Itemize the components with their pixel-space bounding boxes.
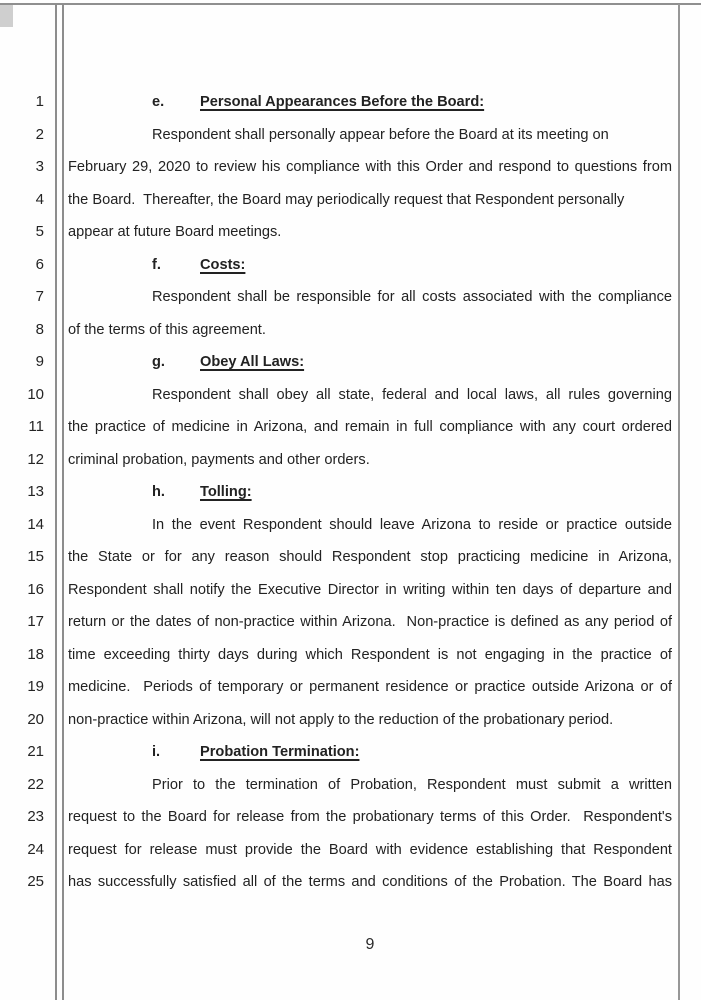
line-text: request to the Board for release from the probationary terms of this Order. Respondent's [68, 809, 672, 825]
document-line [0, 866, 701, 899]
document-line [0, 769, 701, 802]
section-heading: Costs: [200, 256, 246, 273]
line-number: 22 [27, 775, 44, 793]
section-label: e. [152, 94, 165, 110]
line-text-cell [68, 184, 672, 217]
line-number: 25 [27, 873, 44, 890]
line-text-cell [68, 444, 672, 477]
line-text-cell [68, 281, 672, 314]
line-text-cell [68, 411, 672, 444]
line-text: medicine. Periods of temporary or permanent residence or practice outside Arizona or of [68, 679, 672, 695]
line-number: 1 [35, 93, 44, 110]
line-text-cell [68, 476, 672, 509]
document-line [0, 216, 701, 249]
document-line [0, 509, 701, 542]
line-number-gutter [0, 119, 48, 152]
line-number-gutter [0, 801, 48, 834]
line-text-cell [68, 249, 672, 282]
line-number: 4 [35, 190, 44, 208]
line-text-cell [68, 736, 672, 769]
line-number: 12 [27, 450, 44, 468]
line-text: the Board. Thereafter, the Board may periodically request that Respondent personally [68, 191, 625, 208]
line-number: 16 [27, 580, 44, 598]
line-number: 17 [27, 613, 44, 630]
line-number-gutter [0, 704, 48, 737]
line-rows [0, 86, 701, 899]
line-number-gutter [0, 314, 48, 347]
line-number: 11 [28, 418, 44, 435]
line-number-gutter [0, 509, 48, 542]
line-number: 3 [35, 158, 44, 175]
line-number-gutter [0, 639, 48, 672]
line-number: 24 [27, 840, 44, 858]
section-heading: Obey All Laws: [200, 354, 305, 370]
line-number-gutter [0, 866, 48, 899]
section-heading: Tolling: [200, 484, 252, 500]
line-number: 8 [35, 320, 44, 338]
line-number-gutter [0, 379, 48, 412]
line-number: 7 [35, 288, 44, 305]
section-label: i. [152, 744, 161, 760]
line-text-cell [68, 606, 672, 639]
line-text: of the terms of this agreement. [68, 321, 266, 338]
line-number: 2 [35, 125, 44, 143]
line-text-cell [68, 379, 672, 412]
line-number-gutter [0, 574, 48, 607]
line-text: Respondent shall obey all state, federal and local laws, all rules governing [152, 386, 672, 403]
line-text-cell [68, 834, 672, 867]
top-border-rule [0, 3, 701, 5]
document-line [0, 606, 701, 639]
line-number: 9 [35, 353, 44, 370]
line-number: 23 [27, 808, 44, 825]
document-line [0, 801, 701, 834]
section-label: f. [152, 256, 161, 273]
line-number-gutter [0, 769, 48, 802]
document-line [0, 86, 701, 119]
line-text-cell [68, 346, 672, 379]
line-text: Respondent shall notify the Executive Director in writing within ten days of departure and [68, 581, 672, 598]
line-number: 10 [27, 385, 44, 403]
document-line [0, 476, 701, 509]
line-text-cell [68, 509, 672, 542]
line-number: 21 [27, 743, 44, 760]
line-text: time exceeding thirty days during which Respondent is not engaging in the practice of [68, 646, 672, 663]
line-number-gutter [0, 444, 48, 477]
line-text: the State or for any reason should Respondent stop practicing medicine in Arizona, [68, 549, 672, 565]
document-line [0, 411, 701, 444]
line-number-gutter [0, 184, 48, 217]
line-number-gutter [0, 249, 48, 282]
section-heading: Probation Termination: [200, 744, 360, 760]
line-text: Prior to the termination of Probation, Respondent must submit a written [152, 776, 672, 793]
line-text-cell [68, 704, 672, 737]
document-line [0, 184, 701, 217]
line-text: criminal probation, payments and other orders. [68, 451, 370, 468]
document-line [0, 736, 701, 769]
line-number: 18 [27, 645, 44, 663]
line-number-gutter [0, 671, 48, 704]
line-number-gutter [0, 834, 48, 867]
section-heading: Personal Appearances Before the Board: [200, 94, 485, 110]
line-number: 13 [27, 483, 44, 500]
document-line [0, 574, 701, 607]
line-text: Respondent shall personally appear before the Board at its meeting on [152, 126, 609, 143]
section-label: g. [152, 354, 165, 370]
section-label: h. [152, 484, 165, 500]
line-number-gutter [0, 476, 48, 509]
line-text: February 29, 2020 to review his compliance with this Order and respond to questions from [68, 159, 672, 175]
line-text-cell [68, 86, 672, 119]
document-line [0, 151, 701, 184]
document-line [0, 834, 701, 867]
line-text-cell [68, 671, 672, 704]
document-line [0, 671, 701, 704]
line-number-gutter [0, 736, 48, 769]
line-text: In the event Respondent should leave Arizona to reside or practice outside [152, 516, 672, 533]
line-number-gutter [0, 151, 48, 184]
document-line [0, 314, 701, 347]
document-line [0, 639, 701, 672]
document-line [0, 444, 701, 477]
line-number-gutter [0, 86, 48, 119]
line-text-cell [68, 574, 672, 607]
document-line [0, 346, 701, 379]
line-number-gutter [0, 216, 48, 249]
line-number: 20 [27, 710, 44, 728]
line-text: the practice of medicine in Arizona, and remain in full compliance with any court ordered [68, 419, 672, 435]
line-number: 14 [27, 515, 44, 533]
line-text-cell [68, 119, 672, 152]
scan-corner-mark [0, 5, 13, 27]
line-number-gutter [0, 541, 48, 574]
line-number-gutter [0, 411, 48, 444]
line-text-cell [68, 216, 672, 249]
line-text-cell [68, 541, 672, 574]
line-number: 19 [27, 678, 44, 695]
line-text: appear at future Board meetings. [68, 224, 282, 240]
page-number: 9 [365, 936, 375, 953]
line-text: non-practice within Arizona, will not apply to the reduction of the probationary period. [68, 711, 614, 728]
document-line [0, 704, 701, 737]
document-line [0, 249, 701, 282]
line-text: Respondent shall be responsible for all costs associated with the compliance [152, 289, 672, 305]
line-number: 5 [35, 223, 44, 240]
line-number-gutter [0, 346, 48, 379]
line-number: 6 [35, 255, 44, 273]
line-text-cell [68, 866, 672, 899]
line-text-cell [68, 801, 672, 834]
document-line [0, 379, 701, 412]
line-text-cell [68, 151, 672, 184]
document-line [0, 119, 701, 152]
line-number: 15 [27, 548, 44, 565]
line-text: request for release must provide the Board with evidence establishing that Respondent [68, 841, 672, 858]
line-text-cell [68, 314, 672, 347]
line-text: has successfully satisfied all of the terms and conditions of the Probation. The Board has [68, 874, 672, 890]
line-number-gutter [0, 281, 48, 314]
line-text-cell [68, 769, 672, 802]
document-line [0, 281, 701, 314]
document-line [0, 541, 701, 574]
line-text: return or the dates of non-practice within Arizona. Non-practice is defined as any period of [68, 614, 672, 630]
line-text-cell [68, 639, 672, 672]
line-number-gutter [0, 606, 48, 639]
